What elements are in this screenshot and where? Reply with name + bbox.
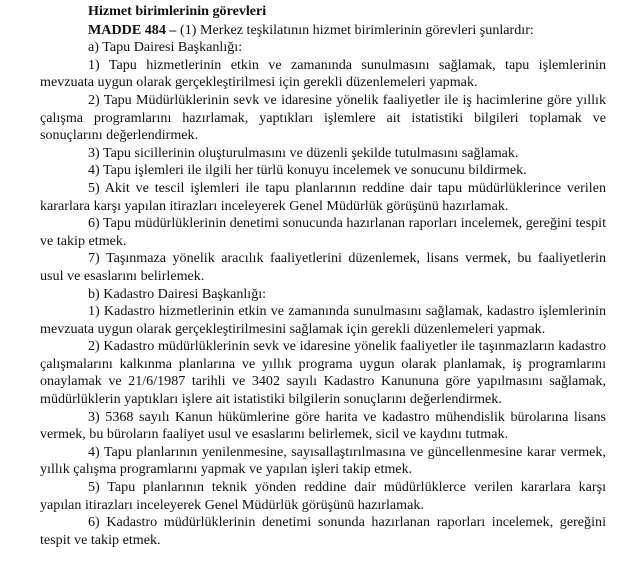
paragraph: 4) Tapu işlemleri ile ilgili her türlü konuyu incelemek ve sonucunu bildirmek. [88, 162, 527, 179]
subsection-title-tapu: a) Tapu Dairesi Başkanlığı: [88, 39, 243, 56]
paragraph: 6) Kadastro müdürlüklerinin denetimi sonunda hazırlanan raporları incelemek, gereğini tespit ve takip etmek. [40, 514, 606, 548]
paragraph: 5) Akit ve tescil işlemleri ile tapu planlarının reddine dair tapu müdürlüklerince verilen kararlara karşı yapılan itirazları inceleyerek Genel Müdürlük görüşünü hazırlamak. [40, 179, 606, 214]
paragraph: 2) Tapu Müdürlüklerinin sevk ve idaresine yönelik faaliyetler ile iş hacimlerine göre yıllık çalışma programlarını hazırlamak, yaptıkları işlemlere ait istatistiki bilgileri toplamak ve sonuçlarını değerlendirmek. [40, 91, 606, 144]
paragraph: 7) Taşınmaza yönelik aracılık faaliyetlerini düzenlemek, lisans vermek, bu faaliyetlerin usul ve esaslarını belirlemek. [40, 250, 606, 284]
article-number: MADDE 484 – [88, 21, 177, 38]
article-intro [88, 22, 606, 40]
paragraph: 3) Tapu sicillerinin oluşturulmasını ve düzenli şekilde tutulmasını sağlamak. [88, 144, 519, 161]
paragraph: 1) Kadastro hizmetlerinin etkin ve zamanında sunulmasını sağlamak, kadastro işlemlerinin mevzuata uygun olarak gerçekleştirilmesini sağlamak için gerekli düzenlemeleri yapmak. [40, 303, 606, 337]
paragraph: 3) 5368 sayılı Kanun hükümlerine göre harita ve kadastro mühendislik bürolarına lisans vermek, bu büroların faaliyet usul ve esaslarını belirlemek, sicil ve kaydını tutmak. [40, 408, 606, 443]
section-heading: Hizmet birimlerinin görevleri [88, 3, 267, 19]
article-intro-text: (1) Merkez teşkilatının hizmet birimlerinin görevleri şunlardır: [176, 21, 534, 38]
paragraph: 2) Kadastro müdürlüklerinin sevk ve idaresine yönelik faaliyetler ile taşınmazların kadastro çalışmalarını kalkınma planlarına ve yıllık programa uygun olarak planlamak, iş programlarını onaylamak ve 21/6/1987 tarihli ve 3402 sayılı Kadastro Kanununa göre yapılmasını sağlamak, müdürlüklerin yaptıkları işlere ait istatistiki bilgilerin sonuçlarını değerlendirmek. [40, 338, 606, 408]
paragraph: 5) Tapu planlarının teknik yönden reddine dair müdürlüklerce verilen kararlara karşı yapılan itirazları inceleyerek Genel Müdürlük görüşünü hazırlamak. [40, 479, 606, 513]
paragraph: 4) Tapu planlarının yenilenmesine, sayısallaştırılmasına ve güncellenmesine karar vermek, yıllık çalışma programlarını yapmak ve yapılan işleri takip etmek. [40, 443, 606, 478]
subsection-title-kadastro: b) Kadastro Dairesi Başkanlığı: [88, 285, 267, 302]
paragraph: 6) Tapu müdürlüklerinin denetimi sonucunda hazırlanan raporları incelemek, gereğini tespit ve takip etmek. [40, 215, 606, 249]
paragraph: 1) Tapu hizmetlerinin etkin ve zamanında sunulmasını sağlamak, tapu işlemlerinin mevzuata uygun olarak gerçekleştirilmesi için gerekli düzenlemeleri yapmak. [40, 56, 606, 91]
